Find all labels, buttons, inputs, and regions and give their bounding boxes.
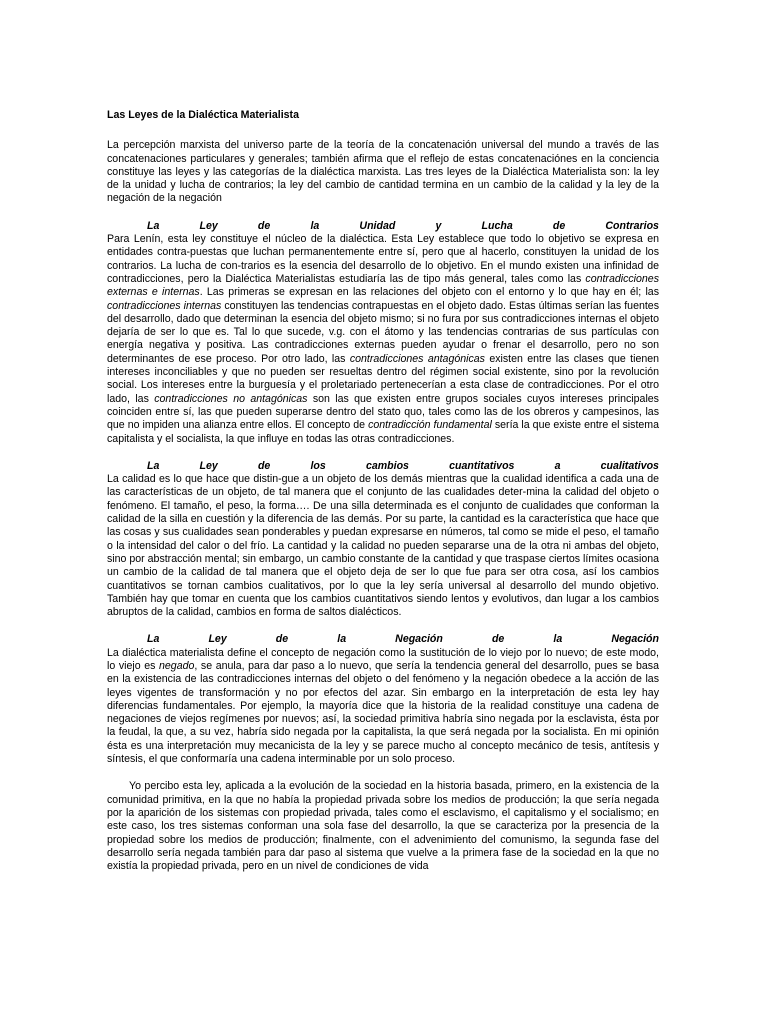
heading-word: Lucha xyxy=(481,219,513,232)
intro-paragraph: La percepción marxista del universo parte de la teoría de la concatenación universal del mundo a través de las concatenaciones particulares y generales; también afirma que el reflejo de estas concatenaciónes en la conciencia constituye las leyes y las categorías de la dialéctica marxista. Las tres leyes de la Dialéctica Materialista son: la ley de la unidad y lucha de contrarios; la ley del cambio de cantidad termina en un cambio de la calidad y la ley de la negación de la negación xyxy=(107,139,659,205)
heading-word: Ley xyxy=(199,459,218,472)
spacer xyxy=(107,619,659,633)
spacer xyxy=(107,446,659,460)
emphasized-term: negado xyxy=(159,659,195,672)
emphasized-term: contradicciones internas xyxy=(107,299,222,312)
text-run: La dialéctica materialista define el concepto de negación como la sustitución de lo viejo por lo nuevo; de este modo, lo viejo es xyxy=(107,646,659,672)
heading-word: la xyxy=(310,219,320,232)
closing-paragraph: Yo percibo esta ley, aplicada a la evolución de la sociedad en la historia basada, primero, en la existencia de la comunidad primitiva, en la que no había la propiedad privada sobre los medios de producción; la que sería negada por la aparición de los sistemas con propiedad privada, tales como el esclavismo, el capitalismo y el socialismo; en este caso, los tres sistemas conforman una sola fase del desarrollo, la que se caracteriza por la presencia de la propiedad sobre los medios de producción; finalmente, con el advenimiento del comunismo, la segunda fase del desarrollo sería negada también para dar paso al sistema que vuelve a la primera fase de la sociedad en la que no existía la propiedad privada, pero en un nivel de condiciones de vida xyxy=(107,780,659,873)
heading-word: la xyxy=(337,633,347,646)
emphasized-term: contradicciones externas e internas xyxy=(107,272,659,299)
heading-word: de xyxy=(491,633,505,646)
document-title: Las Leyes de la Dialéctica Materialista xyxy=(107,109,299,121)
text-run: constituyen las tendencias contrapuestas en el objeto dado. Estas últimas serían las fuentes del desarrollo, dado que determinan la esencia del objeto mismo; si no fura por sus contradicciones internas el objeto dejaría de ser lo que es. Tal lo que sucede, v.g. con el átomo y las tendencias contrarias de sus partículas con energía negativa y positiva. Las contradicciones externas pueden ayudar o frenar el desarrollo, pero no son determinantes de ese proceso. Por otro lado, las xyxy=(107,299,659,365)
heading-word: cuantitativos xyxy=(449,459,515,472)
spacer xyxy=(107,766,659,780)
heading-word: de xyxy=(257,459,271,472)
heading-word: a xyxy=(554,459,561,472)
text-run: . Las primeras se expresan en las relaciones del objeto con el entorno y lo que hay en él; las xyxy=(199,286,659,299)
heading-word: los xyxy=(310,459,326,472)
text-run: Para Lenín, esta ley constituye el núcleo de la dialéctica. Esta Ley establece que todo lo objetivo se expresa en entidades contra-puestas que luchan permanentemente entre sí, pero que al hacerlo, constituyen la unidad de los contrarios. La lucha de con-trarios es la esencia del desarrollo de lo objetivo. En el mundo existen una infinidad de contradicciones, pero la Dialéctica Materialistas estudiaría las de tipo más general, tales como las xyxy=(107,233,659,285)
section-heading-cambios-cuantitativos xyxy=(107,460,659,473)
section-heading-unidad-lucha xyxy=(107,220,659,233)
heading-word: La xyxy=(147,459,160,472)
heading-word: de xyxy=(552,219,566,232)
text-run: , se anula, para dar paso a lo nuevo, que sería la tendencia general del desarrollo, pues se basa en la existencia de las contradicciones internas del objeto o del fenómeno y la negación obedece a la acción de las leyes vigentes de transformación y no por efectos del azar. Sin embargo en la interpretación de esta ley hay diferencias fundamentales. Por ejemplo, la mayoría dice que la historia de la realidad constituye una cadena de negaciones de viejos regímenes por nuevos; así, la sociedad primitiva habría sino negada por la esclavista, ésta por la feudal, la que, a su vez, habría sido negada por la capitalista, la que será negada por la socialista. En mi opinión ésta es una interpretación muy mecanicista de la ley y se parece mucho al concepto mecánico de tesis, antítesis y síntesis, el que conformaría una cadena interminable por un solo proceso. xyxy=(107,659,659,766)
heading-word: la xyxy=(553,633,563,646)
emphasized-term: contradicciones antagónicas xyxy=(349,352,485,365)
emphasized-term: contradicciones no antagónicas xyxy=(154,392,308,405)
heading-word: cambios xyxy=(365,459,409,472)
heading-word: Ley xyxy=(199,219,218,232)
section-heading-negacion xyxy=(107,633,659,646)
text-run: sería la que existe entre el sistema capitalista y el socialista, la que influye en todas las otras contradicciones. xyxy=(107,419,660,445)
heading-word: La xyxy=(147,219,160,232)
heading-word: Negación xyxy=(611,633,659,646)
document-body xyxy=(107,109,659,873)
heading-word: Ley xyxy=(208,633,227,646)
heading-word: Contrarios xyxy=(605,219,659,232)
heading-word: de xyxy=(257,219,271,232)
text-run: existen entre las clases que tienen intereses inconciliables y que no pueden ser resueltas dentro del régimen social existente, sino por la revolución social. Los intereses entre la burguesía y el proletariado pertenecerían a esta clase de contradicciones. Por el otro lado, las xyxy=(107,352,660,405)
section-paragraph-negacion xyxy=(107,647,659,767)
spacer xyxy=(107,206,659,220)
section-paragraph-cambios-cuantitativos: La calidad es lo que hace que distin-gue a un objeto de los demás mientras que la cualidad identifica a cada una de las características de un objeto, de tal manera que el conjunto de las cualidades deter-mina la calidad del objeto o fenómeno. El tamaño, el peso, la forma…. De una silla determinada es el conjunto de cualidades que conforman la calidad de la silla en cuestión y la diferencia de las demás. Por su parte, la cantidad es la característica que hace que las cosas y sus cualidades sean ponderables y puedan expresarse en números, tal como se mide el peso, el tamaño o la intensidad del calor o del frío. La cantidad y la calidad no pueden separarse una de la otra ni ambas del objeto, sino por abstracción mental; sin embargo, un cambio constante de la cantidad y que traspase ciertos límites ocasiona un cambio de la calidad de tal manera que el objeto deja de ser lo que fue para ser otra cosa, así los cambios cuantitativos se tornan cambios cualitativos, por lo que la ley sería universal al desarrollo del mundo objetivo. También hay que tomar en cuenta que los cambios cuantitativos siendo lentos y evolutivos, dan lugar a los cambios abruptos de la calidad, cambios en forma de saltos dialécticos. xyxy=(107,473,659,619)
heading-word: Negación xyxy=(395,633,443,646)
heading-word: de xyxy=(275,633,289,646)
section-paragraph-unidad-lucha xyxy=(107,233,659,446)
heading-word: La xyxy=(147,633,160,646)
heading-word: y xyxy=(435,219,442,232)
text-run: son las que existen entre grupos sociales cuyos intereses principales coinciden entre sí, las que pueden superarse dentro del stato quo, tales como las de los obreros y campesinos, las que no impiden una alianza entre ellos. El concepto de xyxy=(107,392,659,432)
heading-word: cualitativos xyxy=(600,459,659,472)
heading-word: Unidad xyxy=(359,219,396,232)
emphasized-term: contradicción fundamental xyxy=(368,419,492,432)
